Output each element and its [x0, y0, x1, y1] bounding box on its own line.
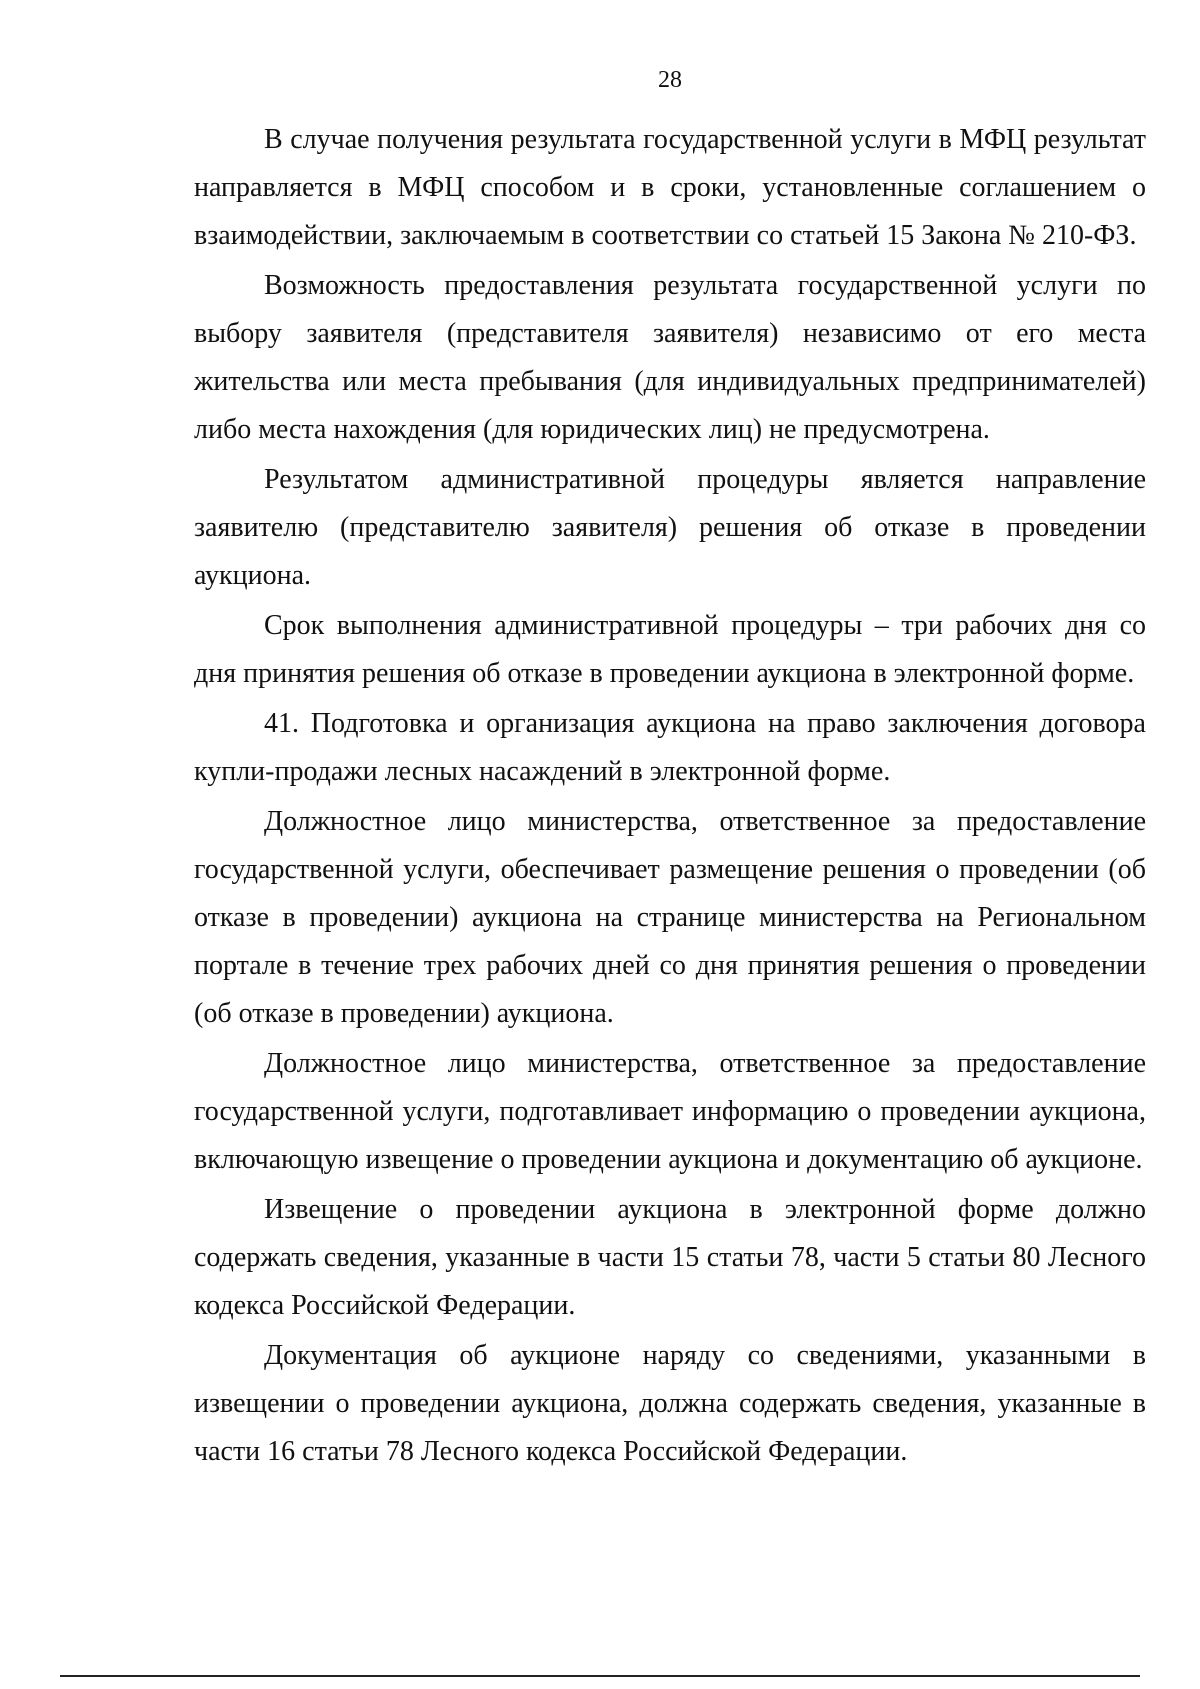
- document-body: [194, 116, 1146, 1476]
- paragraph-section-41: 41. Подготовка и организация аукциона на право заключения договора купли-продажи лесных насаждений в электронной форме.: [194, 708, 1146, 787]
- paragraph-mfc-result: В случае получения результата государственной услуги в МФЦ результат направляется в МФЦ способом и в сроки, установленные соглашением о взаимодействии, заключаемым в соответствии со статьей 15 Закона № 210-ФЗ.: [194, 124, 1146, 251]
- paragraph-notice-contents: Извещение о проведении аукциона в электронной форме должно содержать сведения, указанные в части 15 статьи 78, части 5 статьи 80 Лесного кодекса Российской Федерации.: [194, 1194, 1146, 1321]
- paragraph-result-location: Возможность предоставления результата государственной услуги по выбору заявителя (представителя заявителя) независимо от его места жительства или места пребывания (для индивидуальных предпринимателей) либо места нахождения (для юридических лиц) не предусмотрена.: [194, 270, 1146, 445]
- paragraph-documentation-contents: Документация об аукционе наряду со сведениями, указанными в извещении о проведении аукциона, должна содержать сведения, указанные в части 16 статьи 78 Лесного кодекса Российской Федерации.: [194, 1340, 1146, 1467]
- bottom-divider: [60, 1675, 1140, 1677]
- paragraph-publication: Должностное лицо министерства, ответственное за предоставление государственной услуги, обеспечивает размещение решения о проведении (об отказе в проведении) аукциона на странице министерства на Региональном портале в течение трех рабочих дней со дня принятия решения о проведении (об отказе в проведении) аукциона.: [194, 806, 1146, 1029]
- page-number: 28: [658, 67, 682, 93]
- paragraph-procedure-deadline: Срок выполнения административной процедуры – три рабочих дня со дня принятия решения об отказе в проведении аукциона в электронной форме.: [194, 610, 1146, 689]
- paragraph-procedure-result: Результатом административной процедуры является направление заявителю (представителю заявителя) решения об отказе в проведении аукциона.: [194, 464, 1146, 591]
- paragraph-information-preparation: Должностное лицо министерства, ответственное за предоставление государственной услуги, подготавливает информацию о проведении аукциона, включающую извещение о проведении аукциона и документацию об аукционе.: [194, 1048, 1146, 1175]
